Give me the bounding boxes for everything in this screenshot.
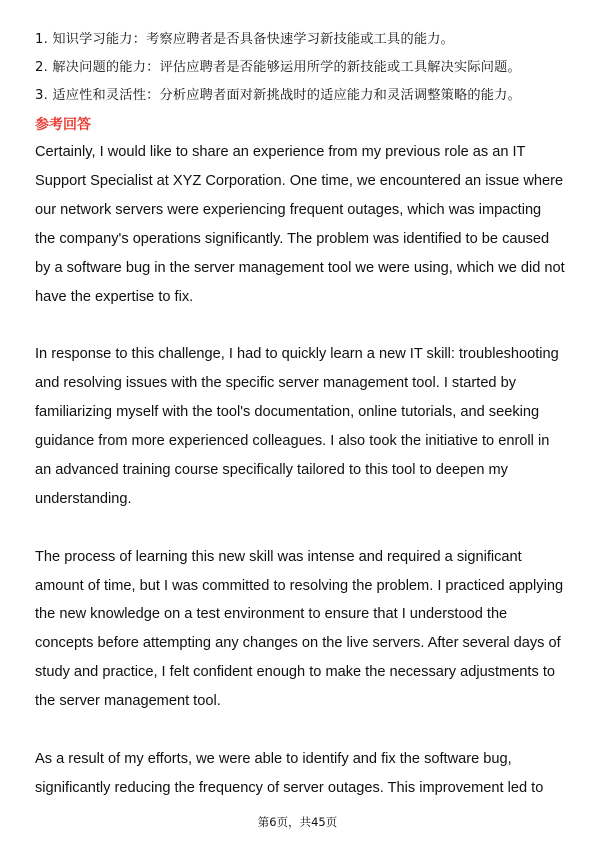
answer-paragraph: In response to this challenge, I had to quickly learn a new IT skill: troubleshooting and resolving issues with the specific server management tool. I started by familiarizing myself with the tool's documentation, online tutorials, and seeking guidance from more experienced colleagues. I also took the initiative to enroll in an advanced training course specifically tailored to this tool to deepen my understanding. bbox=[35, 346, 559, 507]
criteria-item: 1. 知识学习能力：考察应聘者是否具备快速学习新技能或工具的能力。 bbox=[35, 32, 454, 47]
evaluation-criteria-list bbox=[35, 26, 565, 110]
answer-paragraph: As a result of my efforts, we were able to identify and fix the software bug, significantly reducing the frequency of server outages. This improvement led to bbox=[35, 750, 544, 796]
answer-paragraph: The process of learning this new skill was intense and required a significant amount of time, but I was committed to resolving the problem. I practiced applying the new knowledge on a test environment to ensure that I understood the concepts before attempting any changes on the live servers. After several days of study and practice, I felt confident enough to make the necessary adjustments to the server management tool. bbox=[35, 548, 564, 710]
document-page bbox=[35, 26, 565, 832]
criteria-item: 3. 适应性和灵活性：分析应聘者面对新挑战时的适应能力和灵活调整策略的能力。 bbox=[35, 88, 521, 103]
page-number-footer: 第6页，共45页 bbox=[257, 815, 338, 829]
answer-heading: 参考回答 bbox=[35, 117, 91, 133]
criteria-item: 2. 解决问题的能力：评估应聘者是否能够运用所学的新技能或工具解决实际问题。 bbox=[35, 60, 521, 75]
answer-body bbox=[35, 138, 565, 803]
answer-paragraph: Certainly, I would like to share an experience from my previous role as an IT Support Specialist at XYZ Corporation. One time, we encountered an issue where our network servers were experiencing frequent outages, which was impacting the company's operations significantly. The problem was identified to be caused by a software bug in the server management tool we were using, which we did not have the expertise to fix. bbox=[35, 144, 565, 305]
